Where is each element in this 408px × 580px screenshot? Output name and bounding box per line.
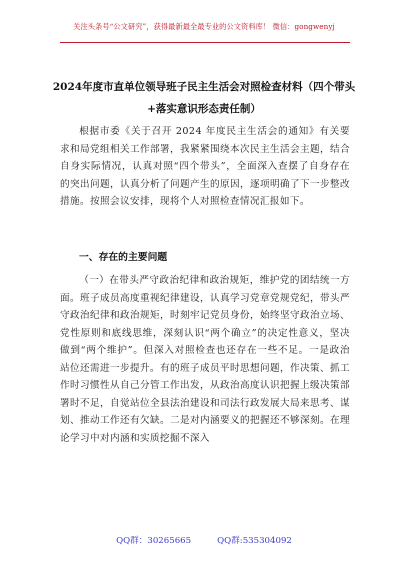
section-text: （一）在带头严守政治纪律和政治规矩，维护党的团结统一方面。班子成员高度重视纪律建设，认真学习党章党规党纪，带头严守政治纪律和政治规矩，时刻牢记党员身份，始终坚守政治立场、党性原则和底线思维，深刻认识“两个确立”的决定性意义，坚决做到“两个维护”。但深入对照检查也还存在一些不足。一是政治站位还需进一步提升。有的班子成员平时思想问题，作决策、抓工作时习惯性从自己分管工作出发，从政治高度认识把握上级决策部署时不足，自觉站位全县法治建设和司法行政发展大局来思考、谋划、推动工作还有欠缺。二是对内涵要义的把握还不够深刻。在理论学习中对内涵和实质挖掘不深入 [60, 275, 350, 444]
footer-contacts [0, 534, 408, 546]
footer-qq-group-1: QQ群：30265665 [116, 536, 192, 546]
document-title: 2024年度市直单位领导班子民主生活会对照检查材料（四个带头+落实意识形态责任制） [52, 81, 356, 115]
intro-text: 根据市委《关于召开 2024 年度民主生活会的通知》有关要求和局党组相关工作部署，我紧紧围绕本次民主生活会主题，结合自身实际情况，认真对照“四个带头”，全面深入查摆了自身存在的突出问题，认真分析了问题产生的原因，逐项明确了下一步整改措施。按照会议安排，现将个人对照检查情况汇报如下。 [60, 126, 350, 207]
header-promo-note: 关注头条号“公文研究”，获得最新最全最专业的公文资料库！ 微信：gongwenyj [73, 22, 335, 31]
section-heading: 一、存在的主要问题 [79, 252, 168, 263]
footer-qq-group-2: QQ群:535304092 [217, 536, 292, 546]
section-paragraph [60, 272, 350, 447]
intro-paragraph [60, 123, 350, 211]
header-divider [60, 42, 350, 43]
